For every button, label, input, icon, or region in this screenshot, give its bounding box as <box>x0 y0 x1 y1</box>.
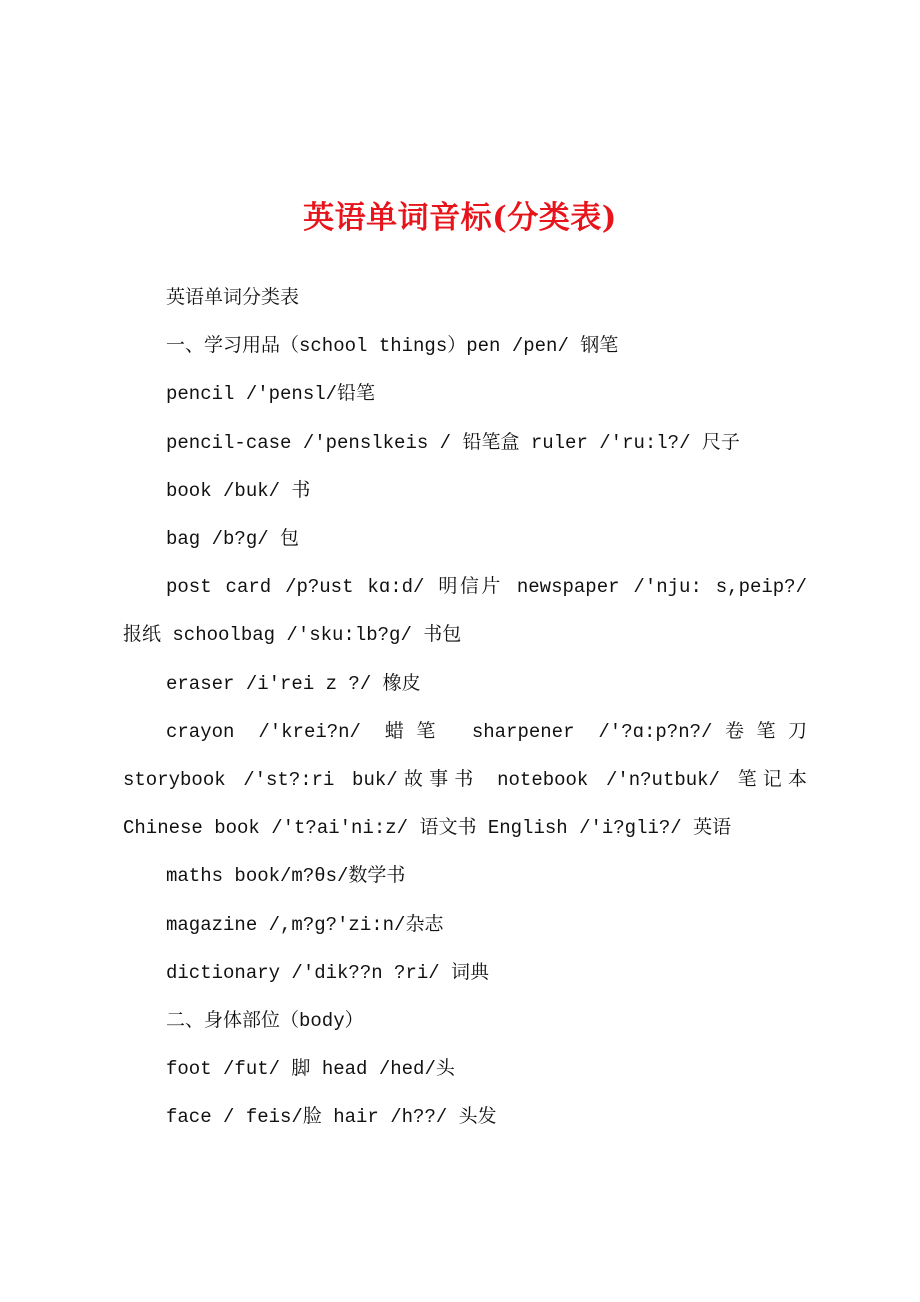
paragraph-dictionary: dictionary /'dik??n ?ri/ 词典 <box>166 961 490 984</box>
paragraph-foot: foot /fut/ 脚 head /hed/头 <box>166 1058 455 1081</box>
document-title: 英语单词音标(分类表) <box>303 200 617 236</box>
paragraph-section-school-things: 一、学习用品（school things）pen /pen/ 钢笔 <box>166 335 619 358</box>
paragraph-bag: bag /b?g/ 包 <box>166 528 300 551</box>
paragraph-section-body: 二、身体部位（body） <box>166 1010 364 1033</box>
paragraph-magazine: magazine /,m?g?'zi:n/杂志 <box>166 913 444 936</box>
paragraph-book: book /buk/ 书 <box>166 479 311 502</box>
paragraph-eraser: eraser /i'rei z ?/ 橡皮 <box>166 672 421 695</box>
paragraph-pencil: pencil /'pensl/铅笔 <box>166 383 376 406</box>
paragraph-maths-book: maths book/m?θs/数学书 <box>166 865 406 888</box>
paragraph-heading: 英语单词分类表 <box>166 287 300 309</box>
paragraph-post-card: post card /p?ust kɑ:d/ 明信片 newspaper /'nju: s,peip?/ 报纸 schoolbag /'sku:lb?g/ 书包 <box>123 576 807 647</box>
document-body <box>123 274 807 1142</box>
paragraph-crayon: crayon /'krei?n/ 蜡笔 sharpener /'?ɑ:p?n?/卷笔刀 storybook /'st?:ri buk/故事书 notebook /'n?utbuk/ 笔记本 Chinese book /'t?ai'ni:z/ 语文书 English /'i?gli?/ 英语 <box>123 720 807 840</box>
paragraph-face: face / feis/脸 hair /h??/ 头发 <box>166 1106 497 1129</box>
paragraph-pencil-case: pencil-case /'penslkeis / 铅笔盒 ruler /'ru:l?/ 尺子 <box>166 431 740 454</box>
